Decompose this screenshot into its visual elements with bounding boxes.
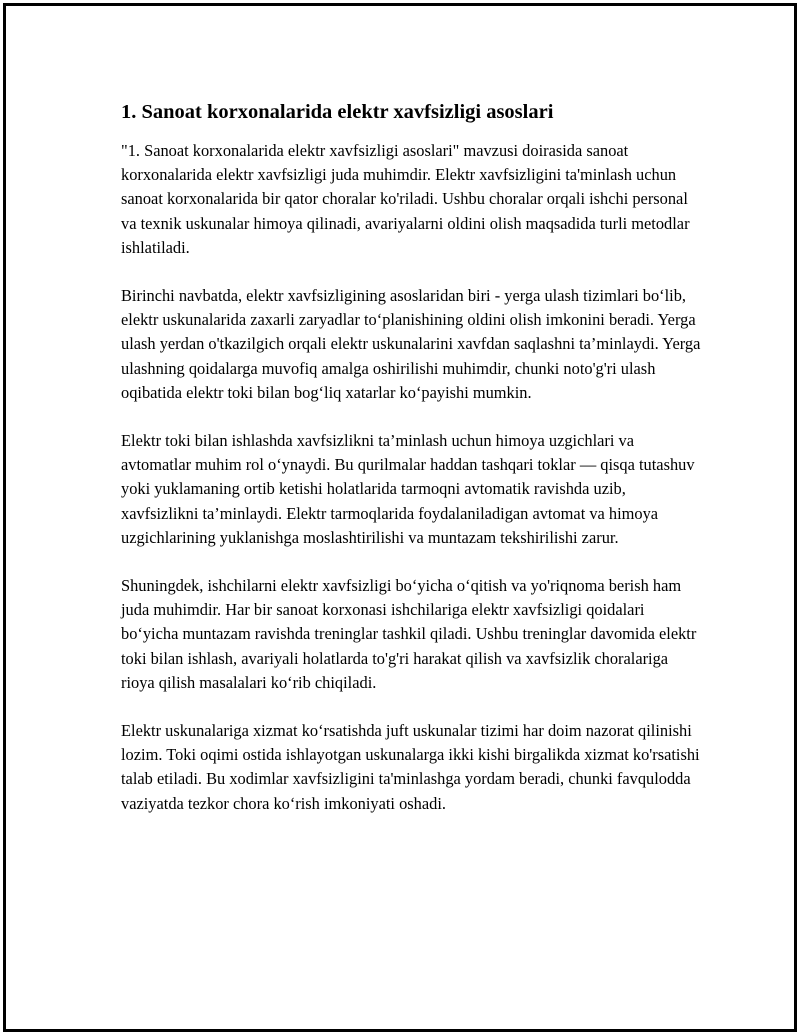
paragraph-2: Birinchi navbatda, elektr xavfsizligining asoslaridan biri - yerga ulash tizimlari bo‘lib, elektr uskunalarida zaxarli zaryadlar to‘planishining oldini olish imkonini beradi. Yerga ulash yerdan o'tkazilgich orqali elektr uskunalarini xavfdan saqlashni ta’minlaydi. Yerga ulashning qoidalarga muvofiq amalga oshirilishi muhimdir, chunki noto'g'ri ulash oqibatida elektr toki bilan bog‘liq xatarlar ko‘payishi mumkin. — [121, 286, 701, 402]
page-frame — [3, 3, 797, 1032]
document-title: 1. Sanoat korxonalarida elektr xavfsizligi asoslari — [121, 101, 554, 123]
paragraph-3: Elektr toki bilan ishlashda xavfsizlikni ta’minlash uchun himoya uzgichlari va avtomatlar muhim rol o‘ynaydi. Bu qurilmalar haddan tashqari toklar — qisqa tutashuv yoki yuklamaning ortib ketishi holatlarida tarmoqni avtomatik ravishda uzib, xavfsizlikni ta’minlaydi. Elektr tarmoqlarida foydalaniladigan avtomat va himoya uzgichlarining yuklanishga moslashtirilishi va muntazam tekshirilishi zarur. — [121, 431, 695, 547]
paragraph-5: Elektr uskunalariga xizmat ko‘rsatishda juft uskunalar tizimi har doim nazorat qilinishi lozim. Toki oqimi ostida ishlayotgan uskunalarga ikki kishi birgalikda xizmat ko'rsatishi talab etiladi. Bu xodimlar xavfsizligini ta'minlashga yordam beradi, chunki favqulodda vaziyatda tezkor chora ko‘rish imkoniyati oshadi. — [121, 721, 700, 813]
document-body — [121, 99, 701, 840]
paragraph-1: "1. Sanoat korxonalarida elektr xavfsizligi asoslari" mavzusi doirasida sanoat korxonalarida elektr xavfsizligi juda muhimdir. Elektr xavfsizligini ta'minlash uchun sanoat korxonalarida bir qator choralar ko'riladi. Ushbu choralar orqali ishchi personal va texnik uskunalar himoya qilinadi, avariyalarni oldini olish maqsadida turli metodlar ishlatiladi. — [121, 141, 690, 257]
paragraph-4: Shuningdek, ishchilarni elektr xavfsizligi bo‘yicha o‘qitish va yo'riqnoma berish ham juda muhimdir. Har bir sanoat korxonasi ishchilariga elektr xavfsizligi qoidalari bo‘yicha muntazam ravishda treninglar tashkil qiladi. Ushbu treninglar davomida elektr toki bilan ishlash, avariyali holatlarda to'g'ri harakat qilish va xavfsizlik choralariga rioya qilish masalalari ko‘rib chiqiladi. — [121, 576, 697, 692]
